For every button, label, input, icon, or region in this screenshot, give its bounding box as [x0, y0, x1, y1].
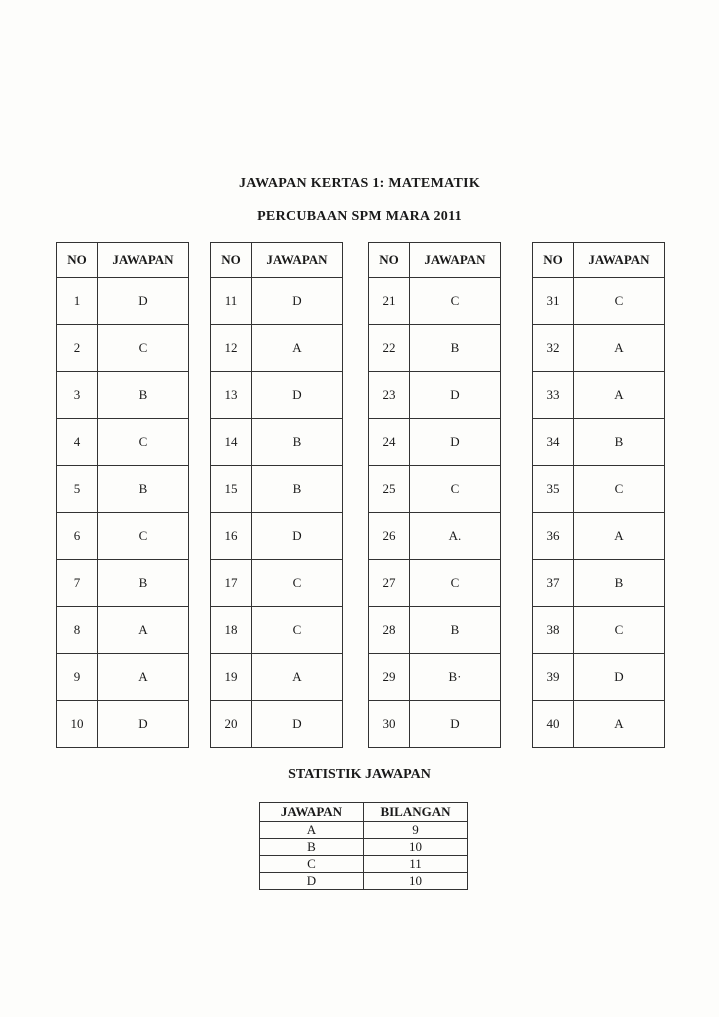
table-row — [533, 372, 665, 419]
table-row — [211, 654, 343, 701]
answer-letter: C — [252, 560, 343, 607]
question-number: 36 — [533, 513, 574, 560]
question-number: 17 — [211, 560, 252, 607]
table-row — [369, 466, 501, 513]
question-number: 27 — [369, 560, 410, 607]
question-number: 30 — [369, 701, 410, 748]
question-number: 7 — [57, 560, 98, 607]
question-number: 39 — [533, 654, 574, 701]
table-row — [57, 513, 189, 560]
answer-letter: A — [252, 325, 343, 372]
stat-count: 9 — [364, 822, 468, 839]
column-header-no: NO — [369, 243, 410, 278]
question-number: 34 — [533, 419, 574, 466]
table-row — [211, 325, 343, 372]
document-title: JAWAPAN KERTAS 1: MATEMATIK — [238, 176, 481, 191]
question-number: 22 — [369, 325, 410, 372]
table-row — [57, 607, 189, 654]
answer-letter: D — [252, 278, 343, 325]
table-row — [57, 325, 189, 372]
answer-letter: B — [252, 419, 343, 466]
question-number: 13 — [211, 372, 252, 419]
table-row — [369, 419, 501, 466]
table-row — [57, 701, 189, 748]
question-number: 8 — [57, 607, 98, 654]
table-row — [57, 654, 189, 701]
question-number: 25 — [369, 466, 410, 513]
answer-letter: B — [98, 466, 189, 513]
table-row — [57, 278, 189, 325]
answer-table-11-20 — [210, 242, 343, 748]
answer-letter: A — [574, 701, 665, 748]
question-number: 33 — [533, 372, 574, 419]
answer-letter: D — [410, 701, 501, 748]
column-header-answer: JAWAPAN — [252, 243, 343, 278]
answer-letter: A. — [410, 513, 501, 560]
column-header-count: BILANGAN — [364, 803, 468, 822]
table-header-row — [533, 243, 665, 278]
table-row — [211, 560, 343, 607]
answer-letter: B· — [410, 654, 501, 701]
table-row — [260, 839, 468, 856]
table-row — [211, 513, 343, 560]
answer-table-31-40 — [532, 242, 665, 748]
answer-letter: D — [410, 372, 501, 419]
stat-answer: C — [260, 856, 364, 873]
answer-letter: D — [574, 654, 665, 701]
answer-letter: B — [574, 560, 665, 607]
question-number: 16 — [211, 513, 252, 560]
table-row — [533, 466, 665, 513]
table-header-row — [211, 243, 343, 278]
answer-letter: B — [252, 466, 343, 513]
answer-letter: B — [410, 607, 501, 654]
table-row — [57, 372, 189, 419]
table-row — [533, 560, 665, 607]
question-number: 5 — [57, 466, 98, 513]
table-row — [533, 701, 665, 748]
table-row — [369, 701, 501, 748]
question-number: 14 — [211, 419, 252, 466]
question-number: 32 — [533, 325, 574, 372]
question-number: 9 — [57, 654, 98, 701]
answer-letter: C — [98, 325, 189, 372]
answer-table-1-10 — [56, 242, 189, 748]
answer-letter: C — [252, 607, 343, 654]
column-header-no: NO — [57, 243, 98, 278]
question-number: 19 — [211, 654, 252, 701]
column-header-answer: JAWAPAN — [98, 243, 189, 278]
table-row — [533, 607, 665, 654]
question-number: 12 — [211, 325, 252, 372]
question-number: 3 — [57, 372, 98, 419]
answer-letter: C — [98, 513, 189, 560]
question-number: 37 — [533, 560, 574, 607]
table-header-row — [260, 803, 468, 822]
column-header-answer: JAWAPAN — [410, 243, 501, 278]
stat-answer: D — [260, 873, 364, 890]
stat-answer: A — [260, 822, 364, 839]
answer-letter: A — [574, 372, 665, 419]
question-number: 35 — [533, 466, 574, 513]
stat-count: 11 — [364, 856, 468, 873]
question-number: 1 — [57, 278, 98, 325]
question-number: 31 — [533, 278, 574, 325]
stat-count: 10 — [364, 839, 468, 856]
table-row — [211, 607, 343, 654]
column-header-no: NO — [211, 243, 252, 278]
answer-letter: C — [410, 278, 501, 325]
table-row — [211, 466, 343, 513]
question-number: 2 — [57, 325, 98, 372]
answer-letter: A — [252, 654, 343, 701]
answer-letter: D — [98, 701, 189, 748]
column-header-answer: JAWAPAN — [260, 803, 364, 822]
question-number: 28 — [369, 607, 410, 654]
answer-letter: C — [574, 466, 665, 513]
table-row — [260, 873, 468, 890]
answer-letter: D — [252, 372, 343, 419]
table-row — [533, 419, 665, 466]
question-number: 21 — [369, 278, 410, 325]
table-row — [211, 419, 343, 466]
table-row — [369, 278, 501, 325]
question-number: 18 — [211, 607, 252, 654]
question-number: 38 — [533, 607, 574, 654]
answer-letter: B — [98, 560, 189, 607]
table-row — [369, 513, 501, 560]
table-row — [260, 822, 468, 839]
table-header-row — [57, 243, 189, 278]
table-row — [533, 278, 665, 325]
answer-letter: C — [410, 466, 501, 513]
answer-letter: D — [410, 419, 501, 466]
question-number: 20 — [211, 701, 252, 748]
table-row — [57, 466, 189, 513]
answer-letter: C — [410, 560, 501, 607]
question-number: 40 — [533, 701, 574, 748]
answer-letter: A — [574, 513, 665, 560]
table-row — [211, 278, 343, 325]
column-header-answer: JAWAPAN — [574, 243, 665, 278]
question-number: 29 — [369, 654, 410, 701]
table-row — [533, 654, 665, 701]
table-row — [533, 325, 665, 372]
table-row — [57, 419, 189, 466]
question-number: 10 — [57, 701, 98, 748]
answer-letter: D — [252, 701, 343, 748]
table-row — [260, 856, 468, 873]
answer-letter: C — [574, 607, 665, 654]
table-row — [533, 513, 665, 560]
statistics-table — [259, 802, 468, 890]
answer-letter: A — [98, 654, 189, 701]
answer-letter: B — [574, 419, 665, 466]
answer-letter: C — [574, 278, 665, 325]
table-header-row — [369, 243, 501, 278]
table-row — [211, 701, 343, 748]
table-row — [211, 372, 343, 419]
statistics-title: STATISTIK JAWAPAN — [288, 767, 431, 782]
table-row — [369, 560, 501, 607]
answer-letter: B — [410, 325, 501, 372]
answer-letter: B — [98, 372, 189, 419]
question-number: 23 — [369, 372, 410, 419]
answer-letter: D — [98, 278, 189, 325]
table-row — [369, 607, 501, 654]
table-row — [369, 372, 501, 419]
answer-letter: A — [98, 607, 189, 654]
question-number: 11 — [211, 278, 252, 325]
question-number: 15 — [211, 466, 252, 513]
answer-letter: D — [252, 513, 343, 560]
answer-table-21-30 — [368, 242, 501, 748]
stat-count: 10 — [364, 873, 468, 890]
question-number: 24 — [369, 419, 410, 466]
document-subtitle: PERCUBAAN SPM MARA 2011 — [257, 209, 462, 224]
answer-letter: A — [574, 325, 665, 372]
stat-answer: B — [260, 839, 364, 856]
question-number: 26 — [369, 513, 410, 560]
table-row — [369, 325, 501, 372]
table-row — [57, 560, 189, 607]
table-row — [369, 654, 501, 701]
column-header-no: NO — [533, 243, 574, 278]
answer-letter: C — [98, 419, 189, 466]
question-number: 6 — [57, 513, 98, 560]
question-number: 4 — [57, 419, 98, 466]
